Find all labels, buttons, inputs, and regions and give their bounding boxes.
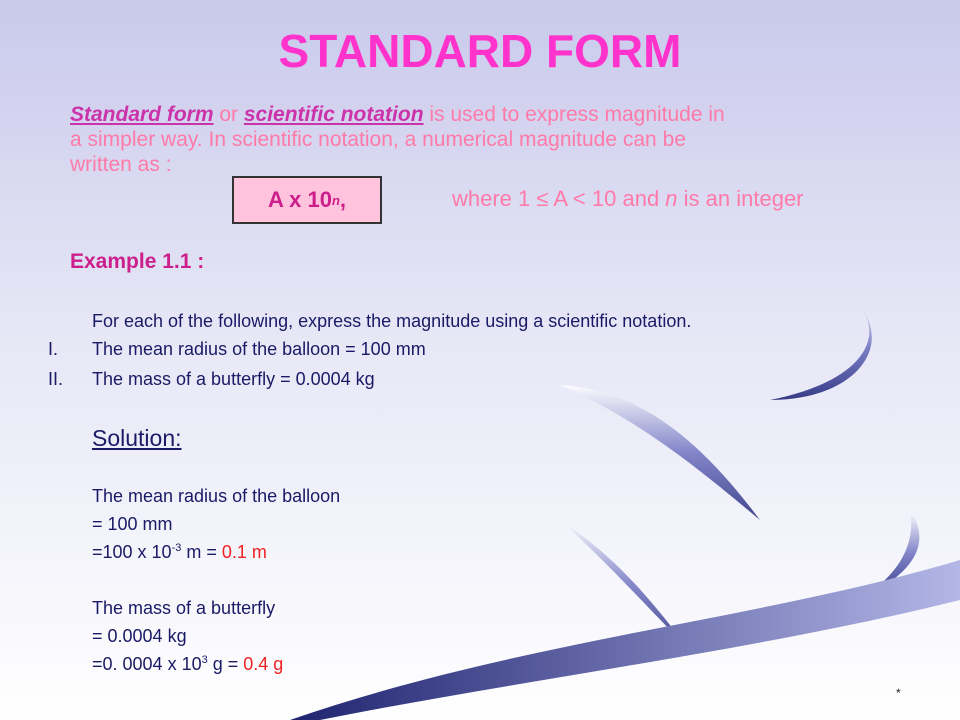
solution-title: Solution: [92,425,182,451]
example-instruction: For each of the following, express the magnitude using a scientific notation. [92,311,692,331]
intro-line-3: written as : [70,153,172,176]
example-item-1: The mean radius of the balloon = 100 mm [92,339,426,359]
formula-box: A x 10 n , [232,176,382,224]
solution-2-line-3: =0. 0004 x $10^3$ g = 0.4 g [92,654,284,674]
item-numeral-1: I. [48,339,59,359]
intro-line-1: Standard form or scientific notation is used to express magnitude in [70,103,725,126]
example-item-2: The mass of a butterfly = 0.0004 kg [92,369,375,389]
term-scientific-notation: scientific notation [243,103,424,126]
answer-1: 0.1 m [221,542,267,562]
solution-2-line-2: = 0.0004 kg [92,626,187,646]
solution-2-line-1: The mass of a butterfly [92,598,276,618]
intro-line-2: a simpler way. In scientific notation, a numerical magnitude can be [70,128,686,151]
solution-1-line-1: The mean radius of the balloon [92,486,341,506]
solution-1-line-2: = 100 mm [92,514,173,534]
example-title: Example 1.1 : [70,250,205,273]
item-numeral-2: II. [48,369,64,389]
formula-condition: where 1 ≤ A < 10 and n is an integer [452,186,804,211]
answer-2: 0.4 g [243,654,284,674]
formula-exponent: n [331,192,340,208]
slide-footer-mark: * [896,686,901,700]
term-standard-form: Standard form [70,103,214,126]
page-title: STANDARD FORM [278,25,682,77]
solution-1-line-3: =100 x $10^{-3}$ m = 0.1 m [92,542,267,562]
